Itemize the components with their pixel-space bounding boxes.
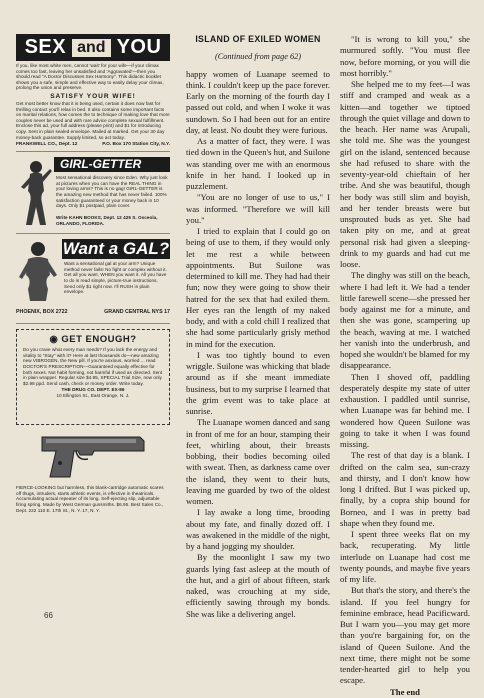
ad-girl-getter-body: Most sensational discovery since Eden. Why just look at pictures when you can have the REAL THING in your loving arms? This is no gag! GIRL-GETTER is the amazing new method that has never failed. 100% satisfaction guaranteed or your money back in 10 days. Only $1 postpaid, plain cover. <box>56 175 168 209</box>
paragraph: "You are no longer of use to us," I was informed. "Therefore we will kill you." <box>186 192 330 225</box>
ad-fierce-looking-body: FIERCE-LOOKING but harmless, this blank-cartridge automatic scares off thugs, intruders, starts athletic events, is effective in theatricals. Accumulating actual repeater of its long. Self-ejecting slip, adjustable firing spring. Made by West German gunsmiths. $6.95. Best Sales Co., Dept. 222 110 E. 17th St., N. Y. 17, N. Y. <box>16 485 164 513</box>
ad-want-a-gal-box: PHOENIX, BOX 2722 <box>16 309 68 316</box>
ad-want-a-gal-body: Want a sensational gal at your arm? Unique method never fails! No fight or complex without it. Get all you want, WHEN you want it. All you have to do is read simple, picture-true instructions. Send only $1 right now. I'll RUSH in plain envelope. <box>64 261 167 295</box>
paragraph: But that's the story, and there's the island. If you feel hungry for feminine embrace, head Pacificward. But I warn you—you may get more than you're bargaining for, on the island of Queen Suilone. And the next time, there might not be some tender-hearted girl to help you escape. <box>340 585 470 686</box>
ad-want-a-gal-headline: Want a GAL? <box>62 239 170 259</box>
paragraph: The dinghy was still on the beach, where I had left it. We had a tender little farewell scene—she pressed her body against me for a minute, and then she was gone, scampering up the beach, waving at me. I watched her vanish into the underbrush, and hoped she wouldn't be blamed for my disappearance. <box>340 270 470 371</box>
ad-sex-and-you-footer <box>16 142 170 147</box>
ad-get-enough-headline <box>23 334 163 345</box>
story-column-1 <box>186 34 330 620</box>
page-number: 66 <box>44 611 53 620</box>
story-column-2 <box>340 34 470 698</box>
continued-note: (Continued from page 62) <box>214 52 302 62</box>
paragraph: happy women of Luanape seemed to think. I couldn't keep up the pace forever. Early on the morning of the fourth day I passed out cold, and when I woke it was sundown. So I had been out for an entire day, at least. No doubt they were furious. <box>186 68 330 135</box>
ad-get-enough-address: 10 Ellington St., East Orange, N. J. <box>56 392 130 398</box>
pill-icon: ◉ <box>49 334 59 346</box>
pistol-illustration <box>36 431 152 481</box>
ad-girl-getter-footer: Write KAHN BOOKS, Dept. 12 425 S. Osceola, ORLANDO, FLORIDA. <box>56 215 158 226</box>
paragraph: I tried to explain that I could go on being of use to them, if they would only let me rest a while between appointments. But Suilone was determined to kill me. They had had their fun; now they were going to show their hatred for the sex that had exiled them. Her eyes ran the length of my naked body, and with a cold chill I realized that she had some particularly grisly method in mind for the execution. <box>186 226 330 349</box>
ad-sex-and-you-subhead: SATISFY YOUR WIFE! <box>50 92 136 100</box>
ad-sex-and-you-body: Get most better know that it is being used, certain it does now fast for thrilling contact you'll relax in bed. It also contains some important facts on marital relations, how comes the to technique of making love that more couples never be used and with rare advice complete sexual fulfillment. Enclose this ad, your full address (please print) and $1 for introducing copy. Sent in plain sealed envelope. Mailed at marked. Get your 30 day money-back guarantee. Supply limited, so act today. <box>16 100 170 140</box>
end-mark: The end <box>390 686 420 697</box>
ad-sex-and-you-intro: If you, like most white men, cannot 'wait' for your wife—if your climax comes too fast, leaving her unsatisfied and 'Aggravated'—then you should read "A Doctor Discusses Sex Harmony". This didactic booklet shows you a safe, simple and effective way to easily delay your climax, prolong the union and preserve. <box>16 63 164 91</box>
advertisement-column <box>16 34 170 540</box>
ad-get-enough-company: THE DRUG CO. DEPT. EX-86 <box>61 387 125 393</box>
ad-get-enough-body: Do you crave what every man needs? If you lack the energy and vitality to "Stay" with it? Here at last thousands do—new amazing new VIBROGEN, the New pill. If you're anxious, worried ... read DOCTOR'S PRESCRIPTION—Guaranteed equally effective for both sexes. Not habit forming, not harmful if used as directed. Sent in plain wrapper. Regular size $4.95, SPECIAL Trial Size, now only $2.98 ppd. Send cash, check or money order. Write today. <box>23 347 163 386</box>
paragraph: I spent three weeks flat on my back, recuperating. My little interlude on Luanape had cost me twenty pounds, and maybe five years of my life. <box>340 529 470 584</box>
ad-sex-and-you <box>16 34 170 152</box>
ad-want-a-gal <box>16 239 170 324</box>
paragraph: The rest of that day is a blank. I drifted on the calm sea, sun-crazy and thirsty, and I don't know how long I drifted. But I was picked up, finally, by a copra ship bound for Borneo, and I was in pretty bad shape when they found me. <box>340 450 470 528</box>
paragraph: "It is wrong to kill you," she murmured softly. "You must flee now, before morning, or you will die most horribly." <box>340 34 470 78</box>
paragraph: The Luanape women danced and sang in front of me for an hour, stamping their feet, whirling about, their breasts bobbing, their bodies becoming oiled with sweat. Then, as darkness came over the island, they went to their huts, leaving me guarded by two of the oldest women. <box>186 417 330 506</box>
paragraph: I was too tightly bound to even wriggle. Suilone was whicking that blade around as if she meant immediate business, but to my surprise I learned that the grim event was to take place at sunrise. <box>186 349 330 416</box>
logo-word-you: YOU <box>111 35 168 60</box>
story-title: ISLAND OF EXILED WOMEN <box>195 34 321 44</box>
ad-fierce-looking <box>16 431 170 535</box>
paragraph: She helped me to my feet—I was stiff and cramped and weak as a kitten—and together we tiptoed through the quiet village and down to the beach. Her name was Arupali, she told me. She was the youngest girl on the island, sentenced because she had refused to share with the seventy-year-old chieftain of her tribe. And she was beautiful, though her body was still slim and boyish, and her tender breasts were but unsprouted buds as yet. She had taken pity on me, and at great personal risk had given a sleeping-drink to my guards and had cut me loose. <box>340 79 470 269</box>
woman-figure-illustration <box>16 157 54 227</box>
logo-word-sex: SEX <box>19 35 73 60</box>
ad-sex-and-you-logo <box>16 34 170 61</box>
ad-want-a-gal-station: GRAND CENTRAL NYS 17 <box>104 309 170 316</box>
ad-girl-getter-headline: GIRL-GETTER <box>54 157 170 172</box>
ad-sex-and-you-company: FRANKWELL CO., Dept. 12 <box>16 142 78 148</box>
ad-get-enough <box>16 329 170 425</box>
paragraph: I lay awake a long time, brooding about my fate, and finally dozed off. I was awakened in the middle of the night, by a hand jogging my shoulder. <box>186 507 330 551</box>
ad-want-a-gal-footer <box>16 309 170 315</box>
paragraph: Then I shoved off, paddling desperately despite my state of utter exhaustion. I paddled until sunrise, when Luanape was far behind me. I wondered how Queen Suilone was going to take it when I was found missing. <box>340 371 470 449</box>
logo-word-and: and <box>72 39 110 57</box>
ad-get-enough-title: GET ENOUGH? <box>61 334 137 346</box>
pinup-girl-illustration <box>16 239 60 303</box>
ad-girl-getter <box>16 157 170 234</box>
ad-sex-and-you-address: P.O. Box 170 Station City, N.Y. <box>102 142 170 148</box>
paragraph: As a matter of fact, they were. I was tied down in the Queen's hut, and Suilone was standing over me with an enormous knife in her hand. I looked up in puzzlement. <box>186 136 330 191</box>
paragraph: By the moonlight I saw my two guards lying fast asleep at the mouth of the hut, and a girl of about fifteen, stark naked, was crouching at my side, efficiently sawing through my bonds. She was like a delivering angel. <box>186 552 330 619</box>
